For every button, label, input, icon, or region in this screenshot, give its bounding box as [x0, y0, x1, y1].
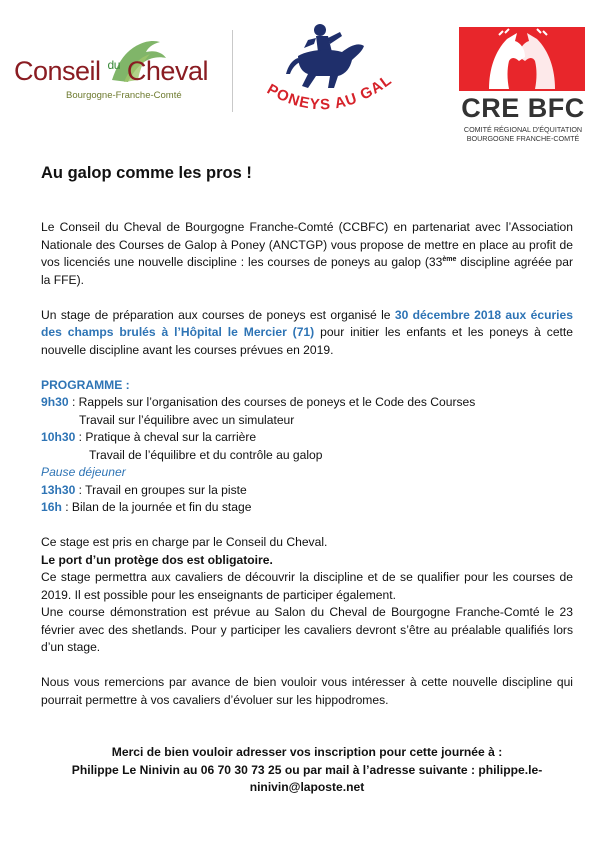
programme-heading: PROGRAMME : [41, 377, 130, 392]
cre-logo-title: CRE BFC [461, 93, 585, 123]
cre-logo-subtitle-1: COMITÉ RÉGIONAL D'ÉQUITATION [463, 125, 583, 134]
closing-line: Merci de bien vouloir adresser vos inscription pour cette journée à : [111, 745, 503, 759]
stage-date-location: 30 décembre 2018 aux écuries des champs brulés à l’Hôpital le Mercier (71) [41, 307, 573, 339]
safety-notice: Le port d’un protège dos est obligatoire. [41, 552, 273, 567]
contact-line: Philippe Le Ninivin au 06 70 30 73 25 ou par mail à l’adresse suivante : philippe.le- [71, 762, 543, 777]
galloping-pony-icon [258, 22, 398, 127]
thanks-paragraph: Nous vous remercions par avance de bien vouloir vous intéresser à cette nouvelle discipline qui pourrait permettre à vos cavaliers d’évoluer sur les hippodromes. [41, 675, 573, 707]
page-title: Au galop comme les pros ! [41, 164, 252, 182]
logo-bar [0, 0, 607, 150]
intro-paragraph: Le Conseil du Cheval de Bourgogne Franche-Comté (CCBFC) en partenariat avec l’Association Nationale des Courses de Galop à Poney (ANCTGP) vous propose de mettre en place au profit de vos licenciés une nouvelle discipline : les courses de poneys au galop (33ème discipline agréée par la FFE). [41, 220, 573, 287]
programme-item: 10h30 : Pratique à cheval sur la carrière [41, 430, 257, 444]
cre-horse-emblem [459, 27, 585, 91]
programme-subitem: Travail de l’équilibre et du contrôle au galop [89, 447, 323, 462]
conseil-du-cheval-logo [14, 32, 234, 112]
programme-item: 9h30 : Rappels sur l’organisation des courses de poneys et le Code des Courses [41, 395, 476, 409]
stage-paragraph: Un stage de préparation aux courses de poneys est organisé le 30 décembre 2018 aux écuries des champs brulés à l’Hôpital le Mercier (71) pour initier les enfants et les poneys à cette nouvelle discipline avant les courses prévues en 2019. [41, 307, 574, 357]
document-body [41, 219, 573, 797]
info-line: Une course démonstration est prévue au Salon du Cheval de Bourgogne Franche-Comté le 23 février avec des shetlands. Pour y participer les cavaliers devront s’être au préalable qualifiés lors d’un stage. [41, 605, 573, 654]
programme-item: 16h : Bilan de la journée et fin du stage [41, 500, 252, 514]
poneys-au-galop-logo [258, 22, 398, 127]
info-line: Ce stage est pris en charge par le Conseil du Cheval. [41, 535, 328, 549]
poneys-logo-text: PONEYS AU GAL [264, 71, 396, 114]
info-line: Ce stage permettra aux cavaliers de découvrir la discipline et de se qualifier pour les courses de 2019. Il est possible pour les enseignants de participer également. [41, 570, 573, 602]
programme-item: 13h30 : Travail en groupes sur la piste [41, 482, 247, 497]
horse-profile-icon [459, 27, 585, 91]
contact-email: ninivin@laposte.net [249, 780, 365, 794]
conseil-logo-name: Conseil $^{du}$ Cheval [14, 56, 208, 86]
programme-pause: Pause déjeuner [41, 465, 126, 479]
cre-bfc-logo [456, 27, 590, 142]
conseil-logo-subtitle: Bourgogne-Franche-Comté [66, 90, 182, 101]
cre-logo-subtitle-2: BOURGOGNE FRANCHE-COMTÉ [466, 134, 580, 143]
programme-subitem: Travail sur l’équilibre avec un simulateur [79, 412, 295, 427]
logo-divider [232, 30, 233, 112]
